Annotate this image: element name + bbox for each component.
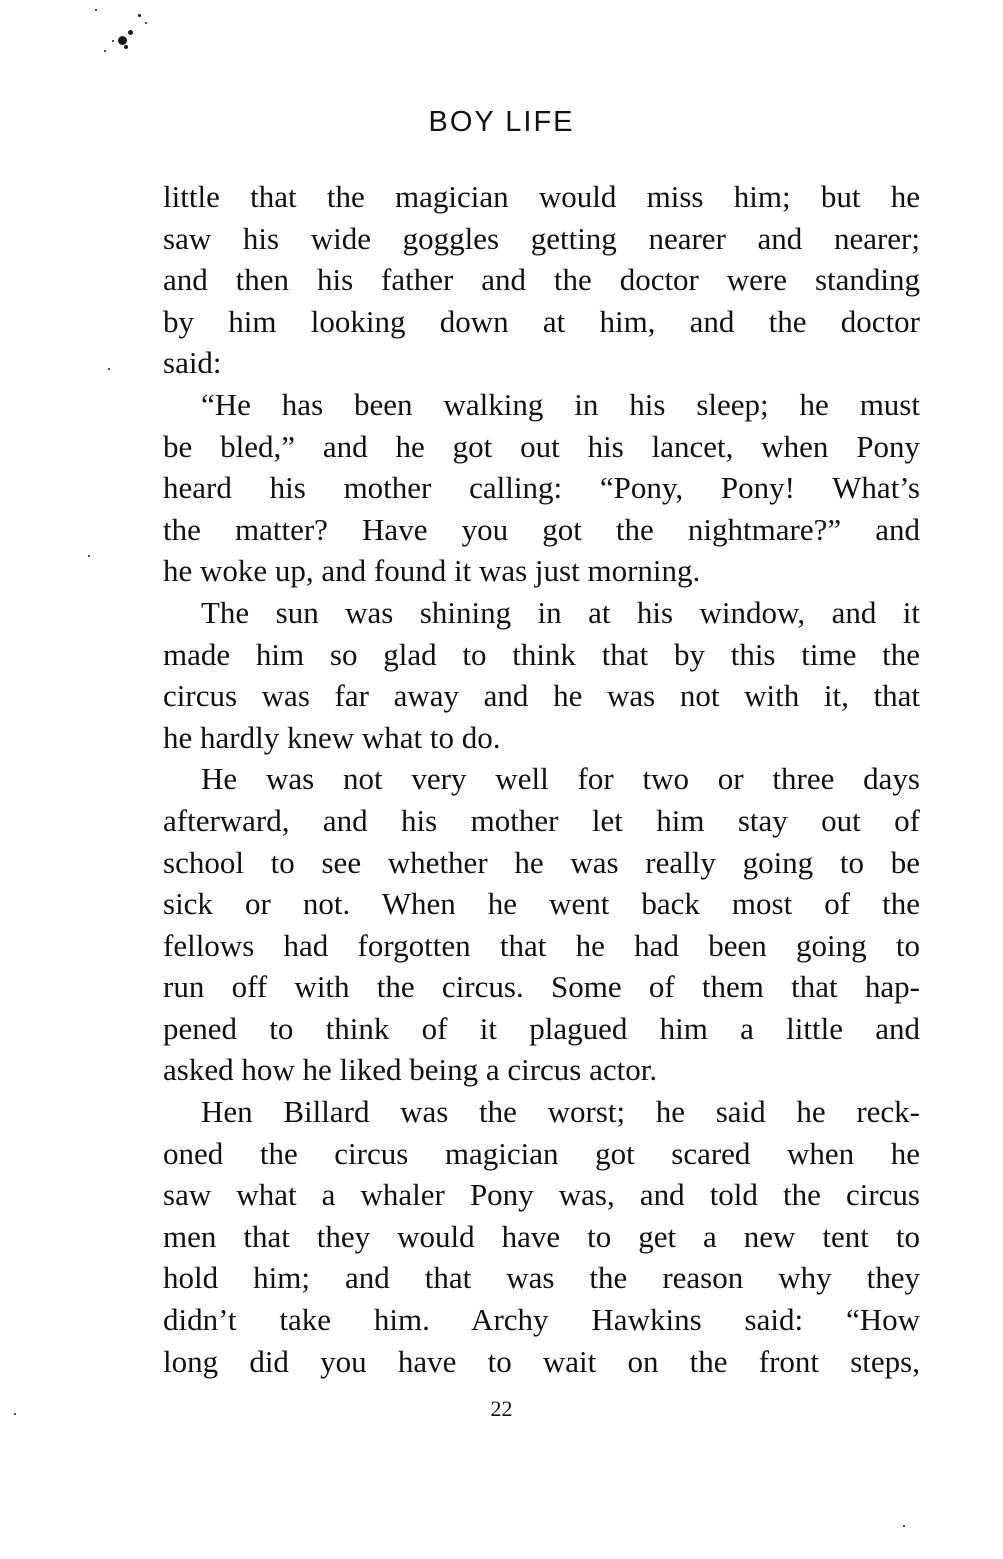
text-line: saw his wide goggles getting nearer and nearer; — [163, 220, 920, 256]
text-line: oned the circus magician got scared when he — [163, 1135, 920, 1171]
text-line: the matter? Have you got the nightmare?” and — [163, 511, 920, 547]
text-line: afterward, and his mother let him stay out of — [163, 802, 920, 838]
text-line: asked how he liked being a circus actor. — [163, 1052, 658, 1088]
text-line: heard his mother calling: “Pony, Pony! What’s — [163, 470, 920, 506]
page-number: 22 — [490, 1396, 513, 1421]
text-line: sick or not. When he went back most of the — [163, 886, 920, 922]
running-head: BOY LIFE — [428, 106, 575, 138]
text-line: he woke up, and found it was just morning. — [163, 553, 701, 589]
text-line: pened to think of it plagued him a little and — [163, 1010, 920, 1046]
text-line: he hardly knew what to do. — [163, 719, 501, 755]
text-line: and then his father and the doctor were standing — [163, 262, 920, 298]
text-line: said: — [163, 345, 222, 381]
text-line: hold him; and that was the reason why they — [163, 1260, 920, 1296]
body-text — [163, 176, 920, 1382]
text-line: saw what a whaler Pony was, and told the circus — [163, 1177, 920, 1213]
text-line: fellows had forgotten that he had been going to — [163, 927, 920, 963]
text-line: made him so glad to think that by this time the — [163, 636, 920, 672]
text-line: The sun was shining in at his window, and it — [201, 594, 920, 630]
text-line: He was not very well for two or three days — [201, 761, 920, 797]
text-line: men that they would have to get a new tent to — [163, 1218, 920, 1254]
text-line: Hen Billard was the worst; he said he reck- — [201, 1094, 920, 1130]
text-line: be bled,” and he got out his lancet, when Pony — [163, 428, 920, 464]
text-line: school to see whether he was really going to be — [163, 844, 920, 880]
text-line: “He has been walking in his sleep; he must — [201, 386, 920, 422]
text-line: circus was far away and he was not with it, that — [163, 678, 920, 714]
text-line: by him looking down at him, and the doctor — [163, 303, 920, 339]
text-line: long did you have to wait on the front steps, — [163, 1343, 920, 1379]
text-line: little that the magician would miss him; but he — [163, 179, 920, 214]
text-line: run off with the circus. Some of them that hap- — [163, 969, 920, 1005]
text-line: didn’t take him. Archy Hawkins said: “How — [163, 1302, 920, 1338]
